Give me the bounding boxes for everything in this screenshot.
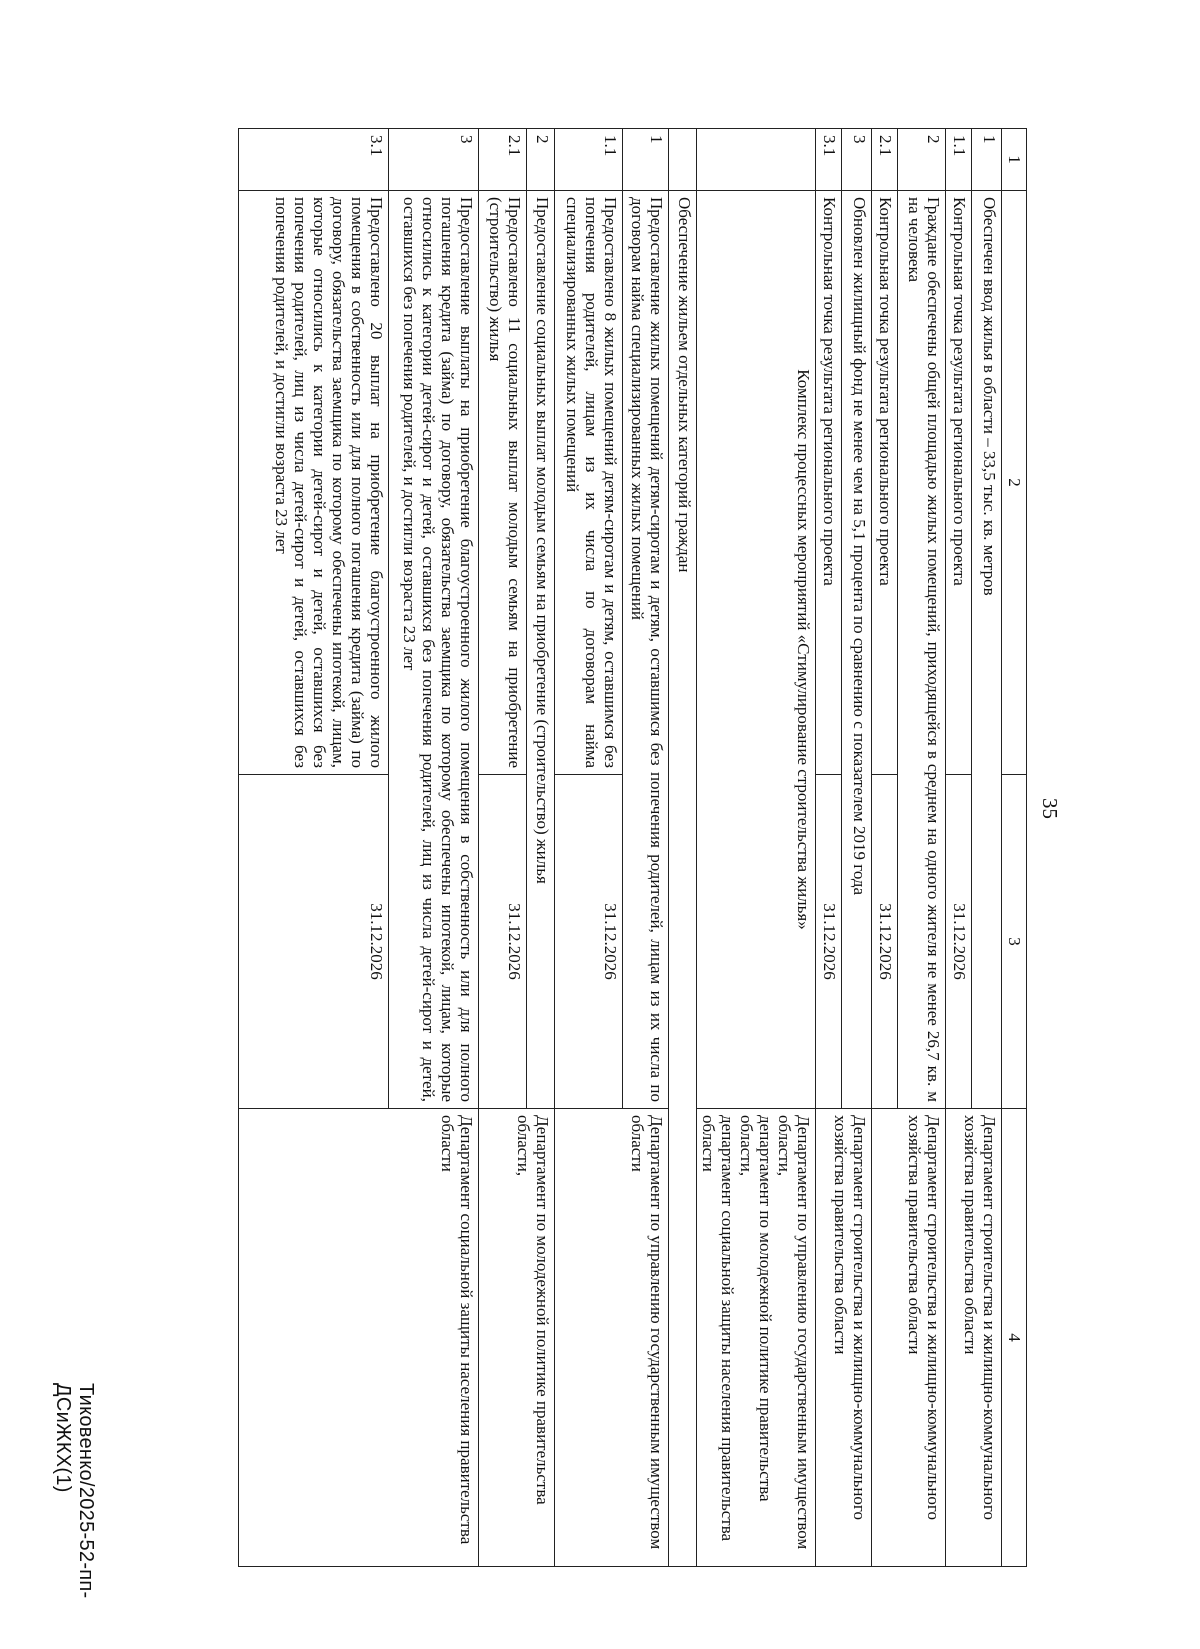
row-date: 31.12.2026: [816, 775, 842, 1109]
section-row: [668, 129, 696, 1567]
row-text: Предоставлено 11 социальных выплат молодым семьям на приобретение (строительство) жилья: [478, 191, 526, 775]
row-responsible: Департамент социальной защиты населения правительства области: [238, 1109, 478, 1567]
row-number: 3: [842, 129, 872, 191]
header-cell: 1: [1002, 129, 1027, 191]
row-responsible: Департамент по управлению государственным имуществом области: [554, 1109, 668, 1567]
row-responsible: Департамент строительства и жилищно-коммунального хозяйства правительства области: [872, 1109, 946, 1567]
row-text: Предоставление жилых помещений детям-сиротам и детям, оставшимся без попечения родителей, лицам из их числа по договорам найма специализированных жилых помещений: [622, 191, 668, 1109]
row-number: 3.1: [238, 129, 388, 191]
row-number: 1.1: [554, 129, 622, 191]
row-text: Предоставление социальных выплат молодым семьям на приобретение (строительство) жилья: [526, 191, 554, 1109]
table-header-row: [1002, 129, 1027, 1567]
row-text: Обновлен жилищный фонд не менее чем на 5,1 процента по сравнению с показателем 2019 года: [842, 191, 872, 1109]
row-number: 2.1: [872, 129, 898, 191]
row-responsible: Департамент строительства и жилищно-коммунального хозяйства правительства области: [946, 1109, 1002, 1567]
table-row: [842, 129, 872, 1567]
header-cell: 3: [1002, 775, 1027, 1109]
section-title: Обеспечение жильем отдельных категорий граждан: [668, 191, 696, 1567]
row-responsible: Департамент строительства и жилищно-коммунального хозяйства правительства области: [816, 1109, 872, 1567]
row-date: 31.12.2026: [872, 775, 898, 1109]
row-responsible: Департамент по молодежной политике правительства области,: [478, 1109, 554, 1567]
row-text: Предоставление выплаты на приобретение благоустроенного жилого помещения в собственность или для полного погашения кредита (займа) по договору, обязательства заемщика по которому обеспечены ипотекой, лицам, которые относились к категории детей-сирот и детей, оставшихся без попечения родителей, лиц из числа детей-сирот и детей, оставшихся без попечения родителей, и достигли возраста 23 лет: [388, 191, 478, 1109]
row-text: Предоставлено 20 выплат на приобретение благоустроенного жилого помещения в собственность или для полного погашения кредита (займа) по договору, обязательства заемщика по которому обеспечены ипотекой, лицам, которые относились к категории детей-сирот и детей, оставшихся без попечения родителей, лиц из числа детей-сирот и детей, оставшихся без попечения родителей, и достигли возраста 23 лет: [238, 191, 388, 775]
complex-responsible-line: департамент социальной защиты населения правительства области: [698, 1115, 737, 1542]
row-number: 1: [622, 129, 668, 191]
plan-table: [238, 128, 1027, 1567]
row-text: Предоставлено 8 жилых помещений детям-сиротам и детям, оставшимся без попечения родителей, лицам из их числа по договорам найма специализированных жилых помещений: [554, 191, 622, 775]
complex-responsible: [696, 1109, 815, 1567]
row-text: Контрольная точка результата регионального проекта: [872, 191, 898, 775]
row-date: 31.12.2026: [554, 775, 622, 1109]
complex-responsible-line: Департамент по управлению государственным имуществом области,: [774, 1115, 813, 1550]
row-number: 2: [526, 129, 554, 191]
header-cell: 2: [1002, 191, 1027, 775]
page-number: 35: [1038, 798, 1062, 819]
row-number: 1: [972, 129, 1002, 191]
table-row: [898, 129, 946, 1567]
row-text: Контрольная точка результата регионального проекта: [946, 191, 972, 775]
row-number: 2: [898, 129, 946, 191]
row-number: 3: [388, 129, 478, 191]
row-date: 31.12.2026: [238, 775, 388, 1109]
complex-responsible-line: департамент по молодежной политике правительства области,: [736, 1115, 775, 1502]
table-row: [622, 129, 668, 1567]
row-text: Граждане обеспечены общей площадью жилых помещений, приходящейся в среднем на одного жителя не менее 26,7 кв. м на человека: [898, 191, 946, 1109]
row-number: 2.1: [478, 129, 526, 191]
row-number: 1.1: [946, 129, 972, 191]
row-date: 31.12.2026: [478, 775, 526, 1109]
row-text: Контрольная точка результата регионального проекта: [816, 191, 842, 775]
row-date: 31.12.2026: [946, 775, 972, 1109]
document-code: Тиковенко/2025-52-пп-ДСиЖКХ(1): [52, 1383, 97, 1599]
row-number: 3.1: [816, 129, 842, 191]
table-row: [972, 129, 1002, 1567]
header-cell: 4: [1002, 1109, 1027, 1567]
table-row: [526, 129, 554, 1567]
complex-title: Комплекс процессных мероприятий «Стимулирование строительства жилья»: [696, 191, 815, 1109]
row-text: Обеспечен ввод жилья в области – 33,5 тыс. кв. метров: [972, 191, 1002, 1109]
complex-row: [696, 129, 815, 1567]
table-row: [388, 129, 478, 1567]
